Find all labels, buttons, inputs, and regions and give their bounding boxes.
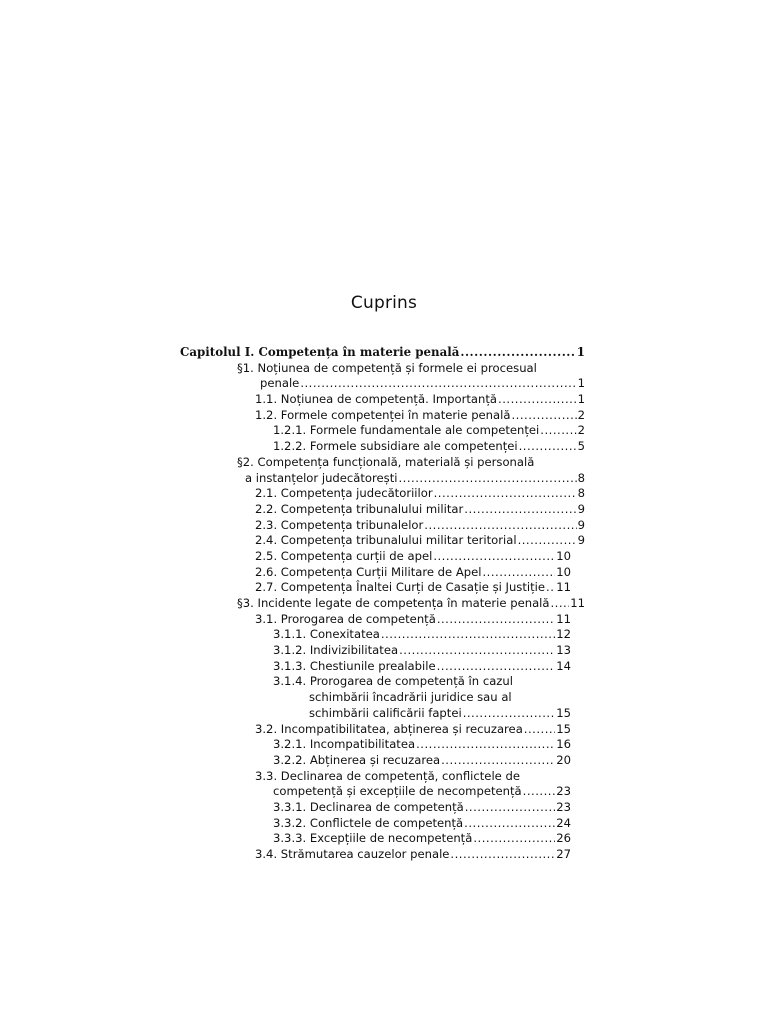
toc-dot-leader (450, 847, 555, 863)
toc-entry (180, 345, 585, 361)
toc-dot-leader (518, 533, 577, 549)
toc-entry (180, 408, 585, 424)
toc-dot-leader (483, 565, 556, 581)
toc-entry (180, 706, 585, 722)
toc-entry (180, 722, 585, 738)
toc-dot-leader (473, 831, 555, 847)
toc-page-number: 15 (556, 705, 571, 720)
toc-entry-title: 3.1.4. Prorogarea de competență în cazul (273, 674, 513, 689)
toc-page-number: 12 (556, 627, 571, 642)
toc-entry-title: 2.6. Competența Curții Militare de Apel (255, 564, 482, 579)
page-title: Cuprins (350, 293, 418, 314)
toc-dot-leader (460, 345, 575, 361)
toc-page-number: 10 (556, 564, 571, 579)
toc-page-number: 14 (556, 658, 571, 673)
toc-dot-leader (441, 753, 555, 769)
toc-entry (180, 816, 585, 832)
toc-page-number: 11 (570, 596, 585, 610)
toc-page-number: 10 (556, 548, 571, 563)
toc-dot-leader (399, 643, 555, 659)
toc-entry-title: 2.2. Competența tribunalului militar (255, 501, 464, 516)
toc-entry-title: 3.1.3. Chestiunile prealabile (273, 658, 436, 673)
toc-entry (180, 674, 585, 690)
toc-page-number: 1 (577, 376, 585, 391)
toc-dot-leader (546, 580, 555, 596)
toc-dot-leader (434, 486, 577, 502)
toc-dot-leader (551, 596, 570, 612)
toc-page-number: 11 (556, 580, 571, 595)
toc-entry-title: 2.5. Competența curții de apel (255, 548, 433, 563)
toc-entry-title: 3.1.2. Indivizibilitatea (273, 643, 399, 658)
toc-page-number: 23 (556, 784, 571, 799)
toc-entry-title: 1.1. Noțiunea de competență. Importanță (255, 392, 498, 407)
toc-entry-title: §1. Noțiunea de competență și formele ei procesual (237, 360, 537, 375)
toc-entry (180, 643, 585, 659)
toc-entry-title: penale (260, 376, 300, 391)
toc-page-number: 16 (556, 737, 571, 752)
toc-page-number: 15 (556, 721, 571, 736)
toc-entry (180, 753, 585, 769)
toc-entry (180, 800, 585, 816)
toc-dot-leader (464, 816, 555, 832)
toc-entry-title: 1.2.1. Formele fundamentale ale competenței (273, 423, 540, 438)
toc-entry (180, 376, 585, 392)
toc-page-number: 2 (577, 423, 585, 438)
toc-entry-title: 2.1. Competența judecătoriilor (255, 486, 433, 501)
toc-page-number: 11 (556, 611, 571, 626)
toc-entry (180, 486, 585, 502)
toc-dot-leader (437, 612, 555, 628)
toc-page-number: 9 (577, 517, 585, 532)
toc-entry (180, 690, 585, 706)
toc-entry-title: 3.1. Prorogarea de competență (255, 611, 436, 626)
toc-page-number: 1 (576, 345, 585, 359)
toc-entry-title: 3.3.1. Declinarea de competență (273, 799, 464, 814)
toc-dot-leader (540, 423, 576, 439)
toc-entry (180, 439, 585, 455)
toc-page-number: 27 (556, 847, 571, 861)
toc-entry-title: 2.7. Competența Înaltei Curți de Casație și Justiție (255, 580, 546, 595)
toc-entry-title: 3.3.2. Conflictele de competență (273, 815, 464, 830)
toc-entry-title: schimbării calificării faptei (309, 705, 462, 720)
toc-entry (180, 831, 585, 847)
toc-entry (180, 847, 585, 863)
toc-entry-title: §2. Competența funcțională, materială și personală (237, 454, 535, 469)
toc-entry-title: 3.4. Strămutarea cauzelor penale (255, 847, 450, 861)
toc-dot-leader (519, 439, 577, 455)
toc-entry (180, 612, 585, 628)
toc-entry-title: a instanțelor judecătorești (245, 470, 398, 485)
toc-dot-leader (524, 722, 555, 738)
toc-entry (180, 784, 585, 800)
toc-entry-title: 3.2.2. Abținerea și recuzarea (273, 752, 441, 767)
toc-page-number: 13 (556, 643, 571, 658)
toc-entry (180, 423, 585, 439)
toc-entry-title: competență și excepțiile de necompetență (273, 784, 522, 799)
toc-entry-title: 3.3.3. Excepțiile de necompetență (273, 831, 473, 846)
toc-dot-leader (300, 376, 576, 392)
toc-page-number: 5 (577, 439, 585, 454)
toc-entry-title: 1.2.2. Formele subsidiare ale competenței (273, 439, 518, 454)
toc-page-number: 23 (556, 799, 571, 814)
toc-dot-leader (465, 800, 555, 816)
toc-entry-title: 1.2. Formele competenței în materie penală (255, 407, 511, 422)
toc-page-number: 24 (556, 815, 571, 830)
toc-entry (180, 565, 585, 581)
toc-page-number: 2 (577, 407, 585, 422)
toc-page-number: 9 (577, 533, 585, 548)
toc-dot-leader (523, 784, 556, 800)
toc-entry (180, 737, 585, 753)
toc-page-number: 1 (577, 392, 585, 407)
toc-dot-leader (398, 471, 576, 487)
toc-entry (180, 502, 585, 518)
toc-entry (180, 549, 585, 565)
toc-entry-title: 2.4. Competența tribunalului militar teritorial (255, 533, 517, 548)
toc-entry (180, 533, 585, 549)
toc-entry-title: 2.3. Competența tribunalelor (255, 517, 424, 532)
toc-entry (180, 361, 585, 377)
toc-entry (180, 769, 585, 785)
toc-entry-title: §3. Incidente legate de competența în materie penală (237, 596, 550, 610)
toc-page-number: 8 (577, 486, 585, 501)
table-of-contents (180, 345, 585, 863)
toc-page-number: 9 (577, 501, 585, 516)
toc-page-number: 8 (577, 470, 585, 485)
toc-entry (180, 455, 585, 471)
toc-dot-leader (463, 706, 556, 722)
toc-dot-leader (511, 408, 576, 424)
toc-dot-leader (433, 549, 555, 565)
toc-entry-title: Capitolul I. Competența în materie penală (180, 345, 460, 359)
toc-dot-leader (381, 627, 555, 643)
toc-entry (180, 392, 585, 408)
toc-dot-leader (437, 659, 556, 675)
toc-page-number: 20 (556, 752, 571, 767)
toc-dot-leader (416, 737, 555, 753)
toc-entry-title: 3.1.1. Conexitatea (273, 627, 380, 642)
toc-entry (180, 471, 585, 487)
toc-dot-leader (498, 392, 577, 408)
toc-entry (180, 596, 585, 612)
toc-entry (180, 627, 585, 643)
toc-entry-title: 3.2. Incompatibilitatea, abținerea și recuzarea (255, 721, 523, 736)
toc-entry (180, 580, 585, 596)
toc-entry-title: 3.3. Declinarea de competență, conflictele de (255, 768, 520, 783)
toc-entry (180, 518, 585, 534)
toc-entry-title: 3.2.1. Incompatibilitatea (273, 737, 416, 752)
toc-entry-title: schimbării încadrării juridice sau al (309, 690, 512, 705)
toc-dot-leader (424, 518, 576, 534)
toc-dot-leader (464, 502, 576, 518)
toc-page-number: 26 (556, 831, 571, 846)
toc-entry (180, 659, 585, 675)
